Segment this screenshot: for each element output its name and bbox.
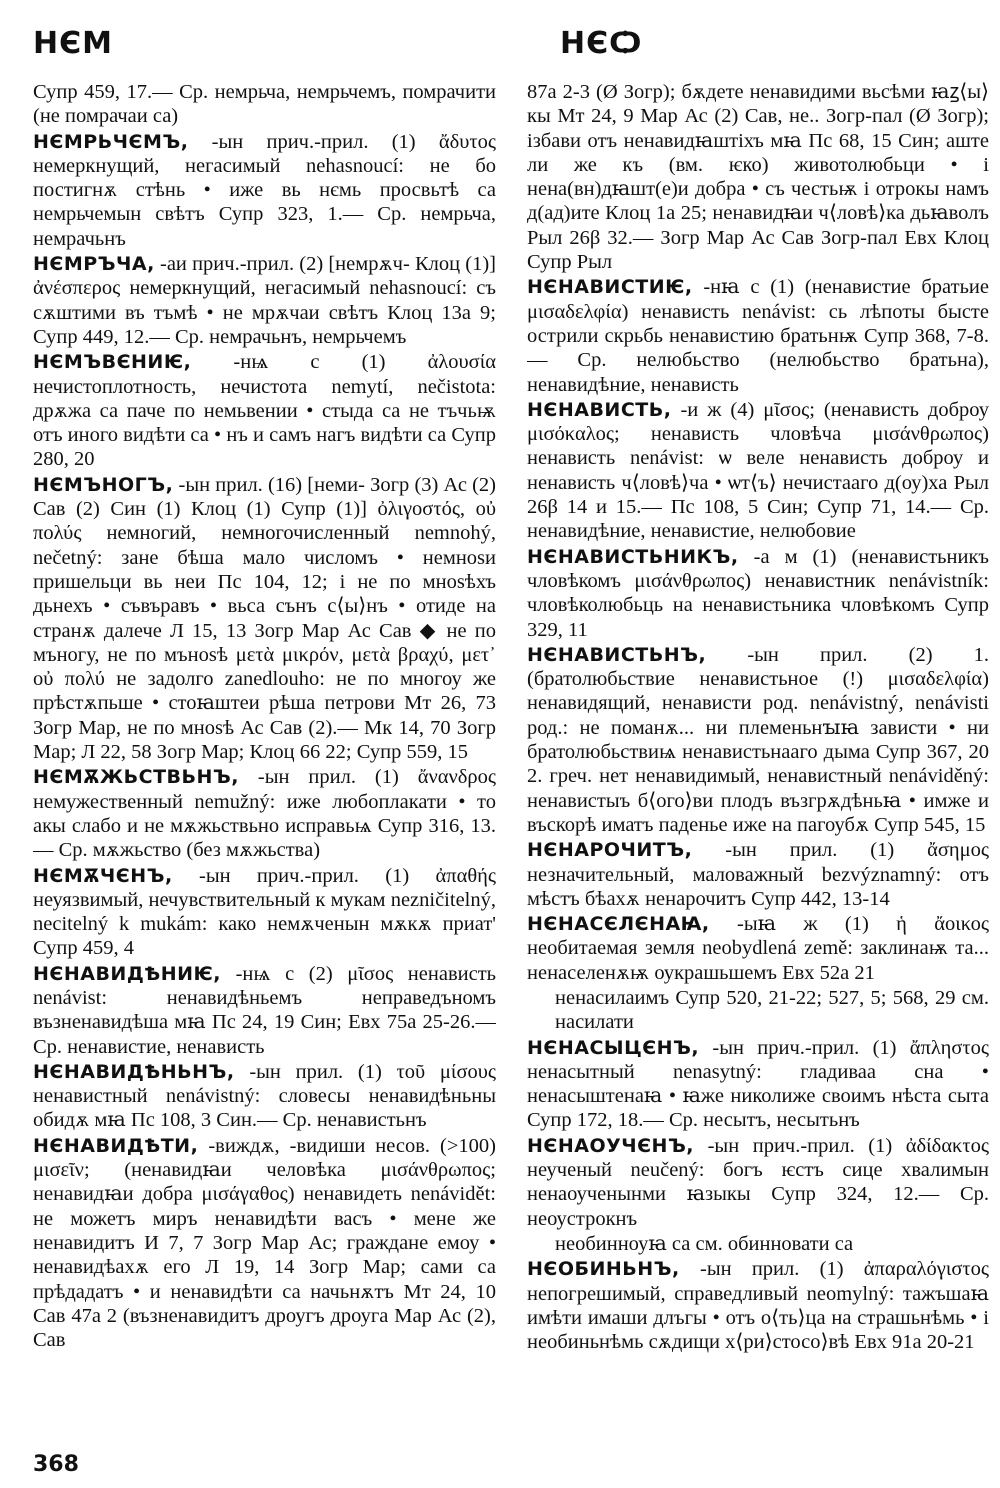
entry-text: -ын прил. (1) ἀπαραλόγιστος непогрешимый, справедливый neomylný: тажъшаꙗ имѣти имаши длъгы • отъ о⟨ть⟩ца на страшьнѣмь • і необиньнѣмь сѫдищи х⟨ри⟩стосо⟩вѣ Евх 91а 20-21 xyxy=(527,1258,989,1354)
entry-headword: НЄОБИНЬНЪ, xyxy=(527,1258,680,1281)
entry-headword: НЄМЪНОГЪ, xyxy=(33,473,174,496)
dictionary-entry xyxy=(33,962,496,1059)
entry-headword: НЄНАВИСТЬ, xyxy=(527,398,672,421)
entry-headword: НЄМѪЖЬСТВЬНЪ, xyxy=(33,766,239,789)
dictionary-entry xyxy=(527,1036,989,1133)
dictionary-entry xyxy=(527,986,989,1035)
entry-headword: НЄНАВИСТЬНЪ, xyxy=(527,643,707,666)
running-header xyxy=(0,18,1000,68)
entry-text: -ын прич.-прил. (1) ἄδυτος немеркнущий, негасимый nehasnoucí: не бо постигнѫ стѣнь • иже вь нємь просвьтѣ са немрьчемын свѣтъ Супр 323, 1.— Ср. немрьча, немрачьнъ xyxy=(33,130,496,250)
entry-text: -ын прич.-прил. (1) ἀπαθής неуязвимый, нечувствительный к мукам nezničitelný, necitelný k mukám: како немѫченын мѫкѫ приат' Супр 459, 4 xyxy=(33,864,496,960)
entry-text: необинноуꙗ са см. обинновати са xyxy=(555,1232,854,1255)
entry-headword: НЄМЪВЄНИѤ, xyxy=(33,351,192,374)
entry-text: -ын прил. (2) 1. (братолюбьствие ненавистьное (!) μισαδελφία) ненавидящий, ненависти род. nenávistný, nenávisti род.: не поманѫ... ни племеньнꙑꙗ зависти • ни братолюбьствиѩ ненавистьнааго дыма Супр 367, 20 2. греч. нет ненавидимый, ненавистный nenáviděný: ненавистыъ б⟨ого⟩ви плодъ възгрѫдѣньꙗ • имже и въскорѣ иматъ паденье иже на пагоубѫ Супр 545, 15 xyxy=(527,643,989,836)
dictionary-entry xyxy=(527,80,989,274)
dictionary-entry xyxy=(33,765,496,862)
entry-headword: НЄМРЬЧЄМЪ, xyxy=(33,130,189,153)
entry-headword: НЄНАВИСТИѤ, xyxy=(527,276,693,299)
entry-headword: НЄНАВИДѢТИ, xyxy=(33,1134,199,1157)
entry-text: -виждѫ, -видиши несов. (>100) μισεῖν; (ненавидꙗи человѣка μισάνθρωπος; ненавидꙗи добра μισάγαθος) ненавидеть nenávidět: не можетъ миръ ненавидѣти васъ • мене же ненавидитъ И 7, 7 Зогр Мар Ас; граждане емоу • ненавидѣахѫ его Л 19, 14 Зогр Мар; сами са прѣдадатъ • и ненавидѣти са начьнѫтъ Мт 24, 10 Сав 47а 2 (възненавидитъ дроугъ дроуга Мар Ас (2), Сав xyxy=(33,1134,496,1352)
dictionary-entry xyxy=(33,473,496,765)
entry-text: ненасилаимъ Супр 520, 21-22; 527, 5; 568, 29 см. насилати xyxy=(555,986,989,1034)
dictionary-entry xyxy=(33,1060,496,1133)
entry-text: -ын прил. (1) τοῦ μίσους ненавистный nenávistný: словесы ненавидѣньны обидѫ мꙗ Пс 108, 3 Син.— Ср. ненавистьнъ xyxy=(33,1060,496,1132)
entry-headword: НЄМѪЧЄНЪ, xyxy=(33,864,173,887)
entry-headword: НЄНАВИДѢНЬНЪ, xyxy=(33,1060,235,1083)
entry-headword: НЄНАОУЧЄНЪ, xyxy=(527,1134,695,1157)
left-column xyxy=(33,80,496,1450)
dictionary-entry xyxy=(527,1232,989,1256)
dictionary-entry xyxy=(527,275,989,396)
dictionary-entry xyxy=(527,545,989,642)
entry-text: -ын прил. (1) ἄσημος незначительный, маловажный bezvýznamný: отъ мѣстъ бѣахѫ ненарочитъ Супр 442, 13-14 xyxy=(527,839,989,910)
dictionary-entry xyxy=(527,912,989,985)
dictionary-entry xyxy=(33,864,496,961)
entry-headword: НЄНАВИДѢНИѤ, xyxy=(33,962,221,985)
right-column xyxy=(527,80,989,1450)
dictionary-entry xyxy=(527,1134,989,1231)
entry-text: 87а 2-3 (Ø Зогр); бѫдете ненавидими вьсѣми ꙗꙁ⟨ы⟩кы Мт 24, 9 Мар Ас (2) Сав, не.. Зогр-пал (Ø Зогр); ізбави отъ ненавидꙗштіхъ мꙗ Пс 68, 15 Син; аште ли же къ (вм. ѥко) животолюбьци • і нена(вн)дꙗшт(е)и добра • съ честьѭ і отрокы намъ д(ад)ите Клоц 1а 25; ненавидꙗи ч⟨ловѣ⟩ка дьꙗволъ Рыл 26β 32.— Зогр Мар Ас Сав Зогр-пал Евх Клоц Супр Рыл xyxy=(527,81,989,274)
dictionary-entry xyxy=(527,838,989,911)
entry-text: -нѩ с (1) ἀλουσία нечистоплотность, нечистота nemytí, nečistota: дрѫжа са паче по немьвении • стыда са не тъчьѭ отъ иного видѣти са • нъ и самъ нагъ видѣти са Супр 280, 20 xyxy=(33,351,496,471)
entry-text: Супр 459, 17.— Ср. немрьча, немрьчемъ, помрачити (не помрачаи са) xyxy=(33,81,496,128)
entry-headword: НЄНАРОЧИТЪ, xyxy=(527,839,693,862)
dictionary-entry xyxy=(527,1257,989,1354)
entry-text: -ыꙗ ж (1) ἡ ἄοικος необитаемая земля neobydlená země: заклинаѭ та... ненаселенѫѭ оукрашьшемъ Евх 52а 21 xyxy=(527,913,989,984)
entry-headword: НЄМРЪЧА, xyxy=(33,253,155,276)
entry-text: -аи прич.-прил. (2) [немрѫч- Клоц (1)] ἀνέσπερος немеркнущий, негасимый nehasnoucí: съ сѫштими въ тъмѣ • не мрѫчаи свѣтъ Клоц 13а 9; Супр 449, 12.— Ср. немрачьнъ, немрьчемъ xyxy=(33,253,496,348)
entry-text: -и ж (4) μῖσος; (ненависть доброу μισόκαλος; ненависть чловѣча μισάνθρωπος) ненависть nenávist: ѡ веле ненависть доброу и ненависть ч⟨ловѣ⟩ча • ѡт⟨ъ⟩ нечистааго д(оу)ха Рыл 26β 14 и 15.— Пс 108, 5 Син; Супр 71, 14.— Ср. ненавидѣние, ненавистие, нелюбовие xyxy=(527,398,989,543)
entry-text: -ын прич.-прил. (1) ἄπληστος ненасытный nenasytný: гладиваа сна • ненасыштенаꙗ • ꙗже николиже своимъ нѣста сыта Супр 172, 18.— Ср. несытъ, несытьнъ xyxy=(527,1036,989,1132)
dictionary-entry xyxy=(33,130,496,251)
page-number: 368 xyxy=(33,1452,79,1477)
entry-text: -ын прич.-прил. (1) ἀδίδακτος неученый neučený: богъ ѥстъ сице хвалимын ненаоученынми ꙗзыкы Супр 324, 12.— Ср. неоустрокнъ xyxy=(527,1134,989,1230)
entry-headword: НЄНАВИСТЬНИКЪ, xyxy=(527,545,739,568)
entry-text: -ын прил. (16) [неми- Зогр (3) Ас (2) Сав (2) Син (1) Клоц (1) Супр (1)] ὀλιγοστός, οὐ πολύς немногий, немногочисленный nemnohý, nečetný: зане бѣша мало числомъ • немноѕи пришельци вь неи Пс 104, 12; і не по мноѕѣхъ дьнехъ • съвъравъ • вьса сънъ с⟨ы⟩нъ • отиде на странѫ далече Л 15, 13 Зогр Мар Ас Сав ◆ не по мъногу, не по мъноѕѣ μετὰ μικρόν, μετὰ βραχύ, μετ᾽ οὐ πολύ не задолго zanedlouho: не по многоу же прѣстѫпьше • стоꙗштеи рѣша петрови Мт 26, 73 Зогр Мар, не по мноѕѣ Ас Сав (2).— Мк 14, 70 Зогр Мар; Л 22, 58 Зогр Мар; Клоц 66 22; Супр 559, 15 xyxy=(33,473,496,764)
entry-headword: НЄНАСЄЛЄНАꙖ, xyxy=(527,913,710,936)
dictionary-entry xyxy=(33,252,496,349)
dictionary-entry xyxy=(33,350,496,471)
dictionary-entry xyxy=(527,398,989,544)
entry-text: -а м (1) (ненавистьникъ чловѣкомъ μισάνθρωπος) ненавистник nenávistník: чловѣколюбьць на ненавистьника чловѣкомъ Супр 329, 11 xyxy=(527,545,989,641)
left-guide-word: НЄМ xyxy=(33,26,113,61)
entry-text: -ын прил. (1) ἄνανδρος немужественный nemužný: иже любоплакати • то акы слабо и не мѫжьствьно исправьѩ Супр 316, 13.— Ср. мѫжьство (без мѫжьства) xyxy=(33,766,496,862)
entry-headword: НЄНАСЫЦЄНЪ, xyxy=(527,1036,700,1059)
dictionary-entry xyxy=(527,643,989,837)
dictionary-entry xyxy=(33,1134,496,1353)
dictionary-entry xyxy=(33,80,496,129)
right-guide-word: НЄѺ xyxy=(560,26,643,61)
entry-text: -нꙗ с (1) (ненавистие братьие μισαδελφία) ненависть nenávist: сь лѣпоты быстe острили скрьбь ненавистию братьнѭ Супр 368, 7-8.— Ср. нелюбьство (нелюбьство братьна), ненавидѣние, ненависть xyxy=(527,276,989,396)
entry-text: -нѩ с (2) μῖσος ненависть nenávist: ненавидѣньемъ неправедъномъ възненавидѣша мꙗ Пс 24, 19 Син; Евх 75а 25-26.— Ср. ненавистие, ненависть xyxy=(33,962,496,1058)
